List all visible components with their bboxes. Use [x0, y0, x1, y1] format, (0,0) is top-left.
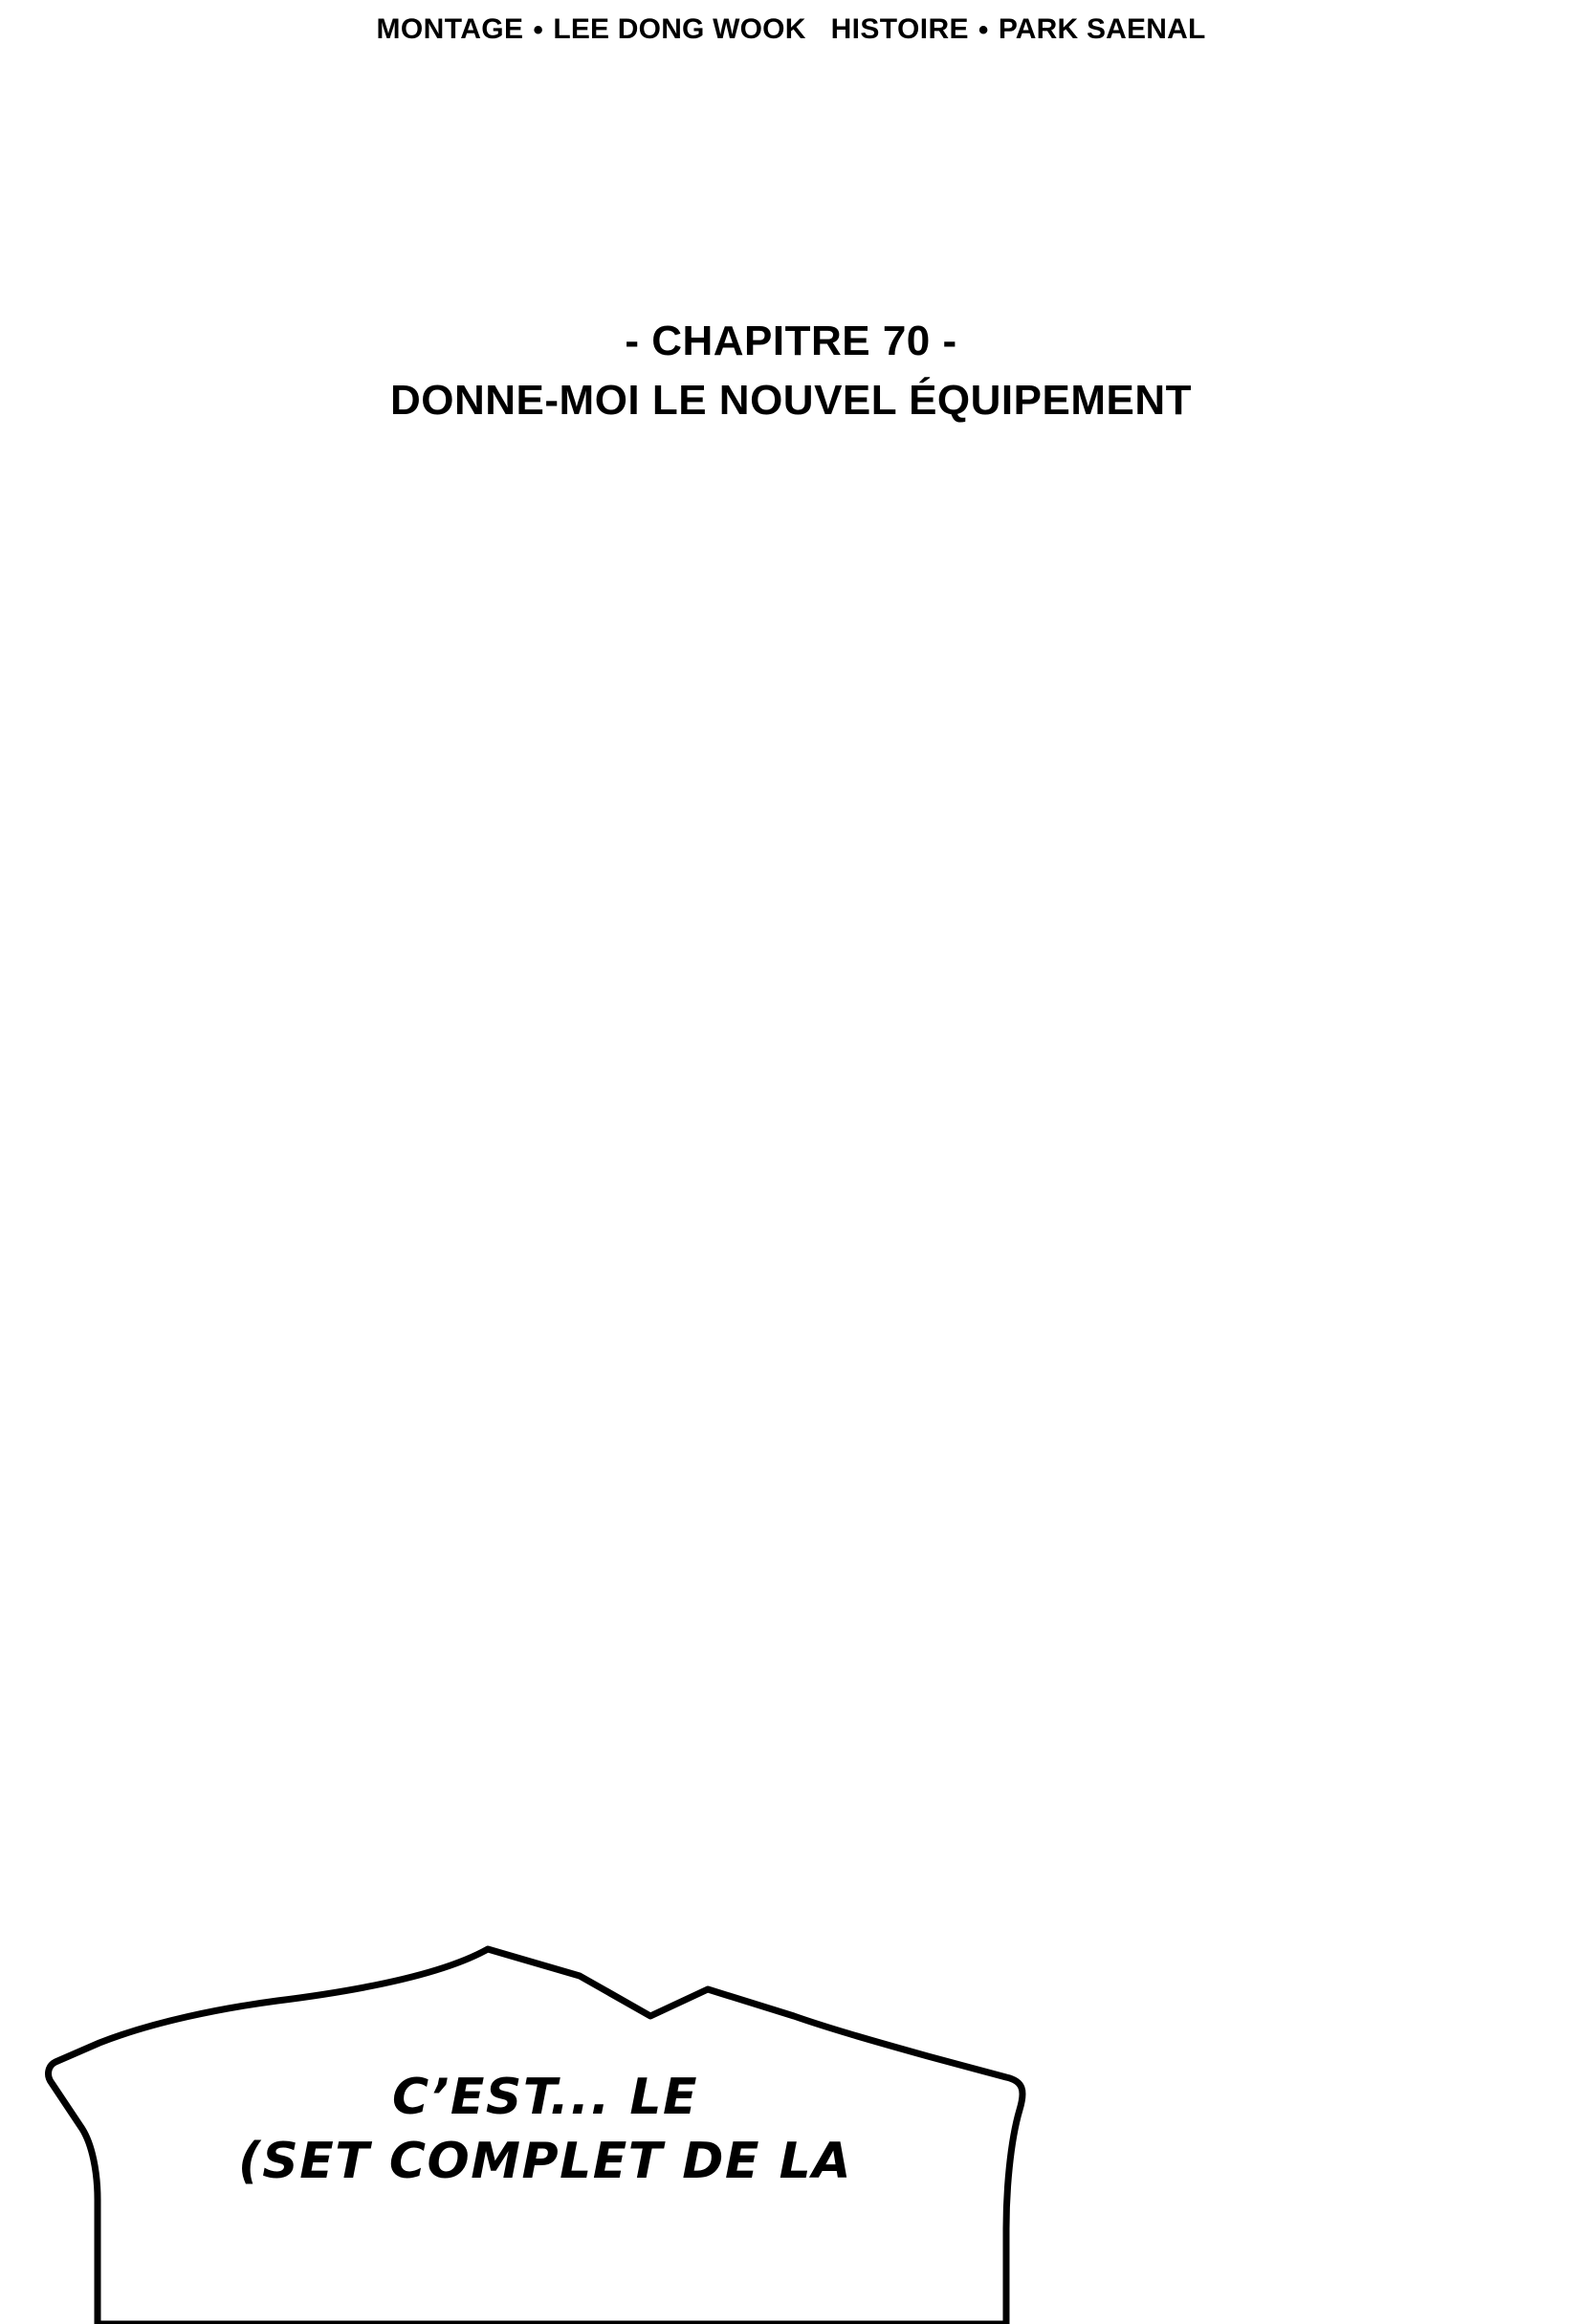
credits-line	[0, 13, 1582, 47]
chapter-title-block	[0, 316, 1582, 426]
credits-name-editor: LEE DONG WOOK	[553, 13, 806, 45]
credits-name-story: PARK SAENAL	[998, 13, 1206, 45]
chapter-name: DONNE-MOI LE NOUVEL ÉQUIPEMENT	[389, 376, 1193, 424]
chapter-number: - CHAPITRE 70 -	[625, 318, 957, 364]
speech-bubble	[38, 1941, 1052, 2257]
credits-role-story: HISTOIRE	[830, 13, 969, 45]
speech-bubble-line-1: C’EST... LE	[391, 2069, 699, 2126]
credits-role-editor: MONTAGE	[376, 13, 524, 45]
credits-bullet-1: •	[533, 14, 544, 47]
credits-bullet-2: •	[978, 14, 989, 47]
speech-bubble-line-2: (SET COMPLET DE LA	[238, 2132, 852, 2190]
speech-bubble-shape	[38, 1941, 1052, 2324]
